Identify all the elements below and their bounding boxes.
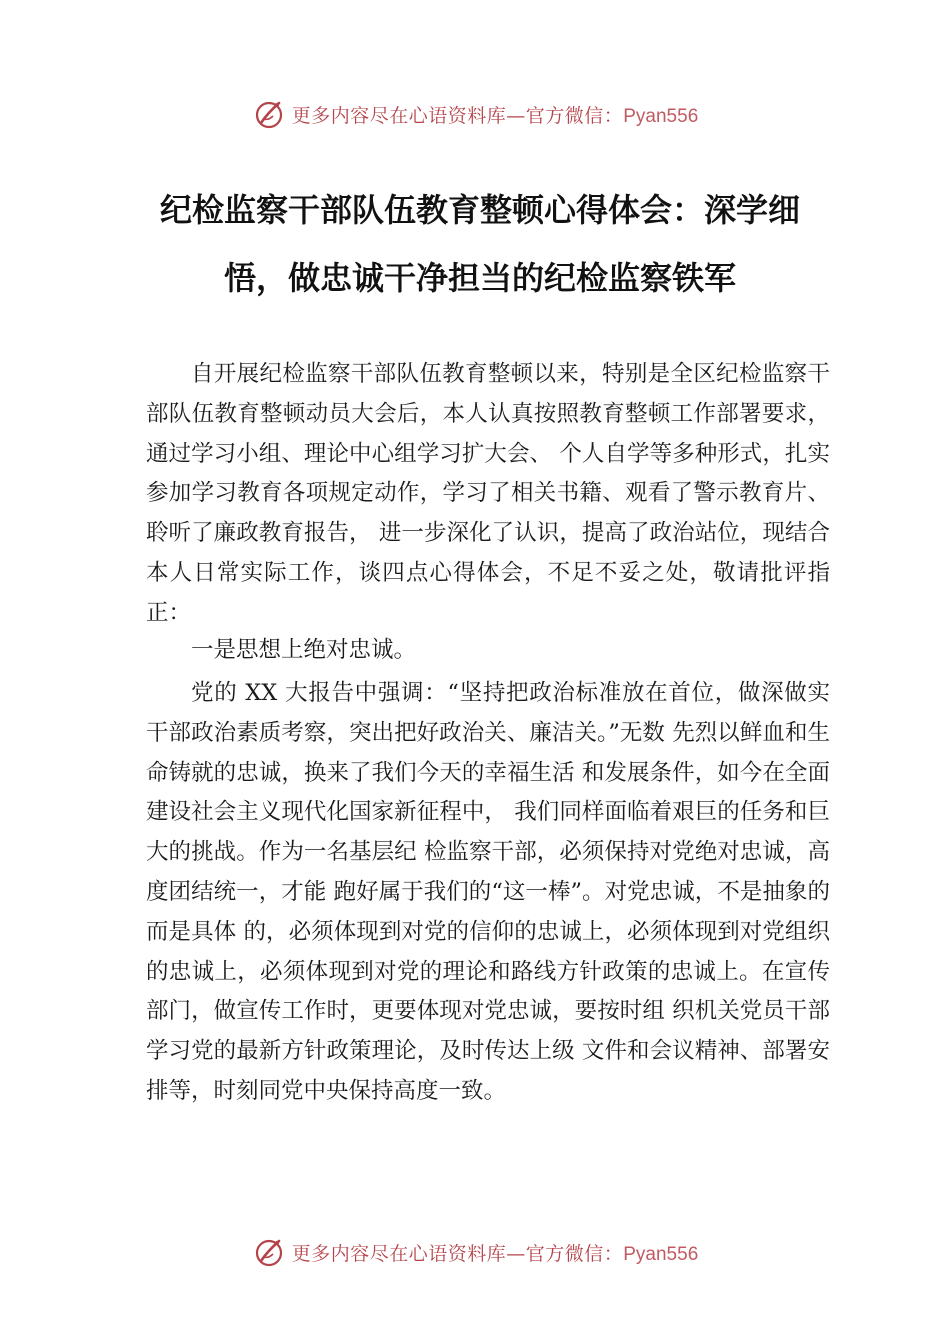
paragraph-intro: 自开展纪检监察干部队伍教育整顿以来，特别是全区纪检监察干部队伍教育整顿动员大会后，本人认真按照教育整顿工作部署要求，通过学习小组、理论中心组学习扩大会、 个人自学等多种形式，扎实参加学习教育各项规定动作，学习了相关书籍、观看了警示教育片、聆听了廉政教育报告， 进一步深化了认识，提高了政治站位，现结合本人日常实际工作，谈四点心得体会，不足不妥之处，敬请批评指正： xyxy=(146,361,830,626)
paragraph-body-1: 党的 XX 大报告中强调：“坚持把政治标准放在首位，做深做实干部政治素质考察，突出把好政治关、廉洁关。”无数 先烈以鲜血和生命铸就的忠诚，换来了我们今天的幸福生活 和发展条件，如今在全面建设社会主义现代化国家新征程中， 我们同样面临着艰巨的任务和巨大的挑战。作为一名基层纪 检监察干部，必须保持对党绝对忠诚，高度团结统一，才能 跑好属于我们的“这一棒”。对党忠诚，不是抽象的而是具体 的，必须体现到对党的信仰的忠诚上，必须体现到对党组织 的忠诚上，必须体现到对党的理论和路线方针政策的忠诚上。在宣传部门，做宣传工作时，更要体现对党忠诚，要按时组 织机关党员干部学习党的最新方针政策理论，及时传达上级 文件和会议精神、部署安排等，时刻同党中央保持高度一致。 xyxy=(146,680,830,1104)
banner-text: 更多内容尽在心语资料库—官方微信：Pyan556 xyxy=(291,1242,699,1265)
document-title: 纪检监察干部队伍教育整顿心得体会：深学细悟，做忠诚干净担当的纪检监察铁军 xyxy=(159,191,800,297)
wechat-handle: Pyan556 xyxy=(623,1243,699,1265)
wechat-handle: Pyan556 xyxy=(623,105,699,127)
brush-logo-icon xyxy=(252,1235,286,1269)
footer-banner xyxy=(0,1232,950,1272)
header-banner xyxy=(0,94,950,134)
banner-text: 更多内容尽在心语资料库—官方微信：Pyan556 xyxy=(291,104,699,127)
paragraph-heading-1: 一是思想上绝对忠诚。 xyxy=(191,637,417,663)
brush-logo-icon xyxy=(252,97,286,131)
